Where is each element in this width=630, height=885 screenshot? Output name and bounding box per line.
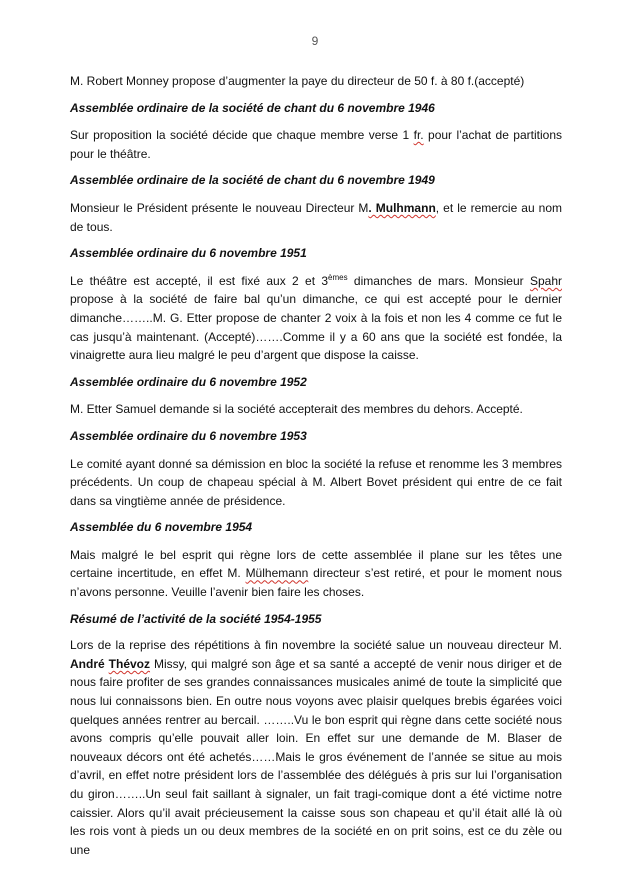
text-run: Assemblée du 6 novembre 1954 bbox=[70, 520, 253, 535]
section-heading bbox=[70, 244, 562, 263]
text-run: Assemblée ordinaire du 6 novembre 1951 bbox=[70, 246, 307, 261]
text-run: Sur proposition la société décide que chaque membre verse 1 bbox=[70, 128, 414, 143]
paragraph bbox=[70, 636, 562, 859]
section-heading bbox=[70, 373, 562, 392]
text-run: Le comité ayant donné sa démission en bloc la société la refuse et renomme les 3 membres précédents. Un coup de chapeau spécial à M. Albert Bovet président qui entre de ce fait dans sa vingtième année de présidence. bbox=[70, 456, 562, 508]
text-run: Le théâtre est accepté, il est fixé aux 2 et 3 bbox=[70, 273, 329, 288]
section-heading bbox=[70, 99, 562, 118]
text-run: Assemblée ordinaire de la société de chant du 6 novembre 1946 bbox=[70, 100, 435, 115]
text-run: Monsieur le Président présente le nouveau Directeur M bbox=[70, 200, 369, 215]
spellcheck-flagged-word: . Mulhmann bbox=[368, 200, 436, 215]
text-run: èmes bbox=[328, 272, 348, 282]
text-run: Missy, qui malgré son âge et sa santé a accepté de venir nous diriger et de nous faire profiter de ses grandes connaissances musicales animé de toute la simplicité que nous lui connaissons bien. En outre nous voyons avec plaisir quelques brebis égarées voici quelques années rentrer au bercail. ……..Vu le bon esprit qui règne dans cette société nous avons compris qu’elle pouvait aller loin. En effet sur une demande de M. Blaser de nouveaux décors ont été achetés……Mais le gros événement de l’année se situe au mois d’avril, en effet notre président lors de l’assemblée des délégués à pris sur lui l’organisation du giron……..Un seul fait saillant à signaler, un fait tragi-comique dont a été victime notre caissier. Alors qu’il avait précieusement la caisse sous son chapeau et qu’il était allé là où les rois vont à pieds un ou deux membres de la société en on prit soins, est ce du zèle ou une bbox=[70, 656, 562, 857]
text-run: Lors de la reprise des répétitions à fin novembre la société salue un nouveau directeur M. bbox=[70, 638, 562, 653]
text-run: Assemblée ordinaire du 6 novembre 1953 bbox=[70, 428, 307, 443]
text-run: André bbox=[70, 656, 109, 671]
page-number: 9 bbox=[311, 34, 319, 48]
paragraph bbox=[70, 272, 562, 365]
text-run: directeur s’est retiré, et pour le moment nous n’avons personne. Veuille l’avenir bien faire les choses. bbox=[70, 566, 562, 600]
section-heading bbox=[70, 171, 562, 190]
spellcheck-flagged-word: Mülhemann bbox=[245, 566, 309, 581]
text-run: Résumé de l’activité de la société 1954-1955 bbox=[70, 611, 322, 626]
paragraph bbox=[70, 126, 562, 163]
text-run: Assemblée ordinaire de la société de chant du 6 novembre 1949 bbox=[70, 173, 435, 188]
paragraph bbox=[70, 72, 562, 91]
text-run: Assemblée ordinaire du 6 novembre 1952 bbox=[70, 374, 307, 389]
document-body bbox=[70, 64, 562, 859]
section-heading bbox=[70, 427, 562, 446]
text-run: propose à la société de faire bal qu’un dimanche, ce qui est accepté pour le dernier dimanche……..M. G. Etter propose de chanter 2 voix à la fois et non les 4 comme ce fut le cas jusqu’à maintenant. (Accepté)…….Comme il y a 60 ans que la société est fondée, la vinaigrette aura lieu malgré le peu d’argent que dispose la caisse. bbox=[70, 292, 562, 363]
section-heading bbox=[70, 518, 562, 537]
spellcheck-flagged-word: fr. bbox=[413, 128, 424, 143]
text-run: pour l’achat de partitions pour le théâtre. bbox=[70, 128, 562, 161]
spellcheck-flagged-word: Spahr bbox=[529, 273, 562, 288]
paragraph bbox=[70, 455, 562, 511]
spellcheck-flagged-word: Thévoz bbox=[108, 656, 151, 671]
section-heading bbox=[70, 610, 562, 629]
text-run: Mais malgré le bel esprit qui règne lors de cette assemblée il plane sur les têtes une certaine incertitude, en effet M. bbox=[70, 547, 562, 581]
text-run: , et le remercie au nom de tous. bbox=[70, 200, 563, 234]
paragraph bbox=[70, 546, 562, 602]
text-run: M. Etter Samuel demande si la société accepterait des membres du dehors. Accepté. bbox=[70, 402, 523, 417]
paragraph bbox=[70, 199, 562, 236]
text-run: M. Robert Monney propose d’augmenter la paye du directeur de 50 f. à 80 f.(accepté) bbox=[70, 74, 525, 88]
text-run: dimanches de mars. Monsieur bbox=[347, 273, 530, 288]
paragraph bbox=[70, 400, 562, 419]
